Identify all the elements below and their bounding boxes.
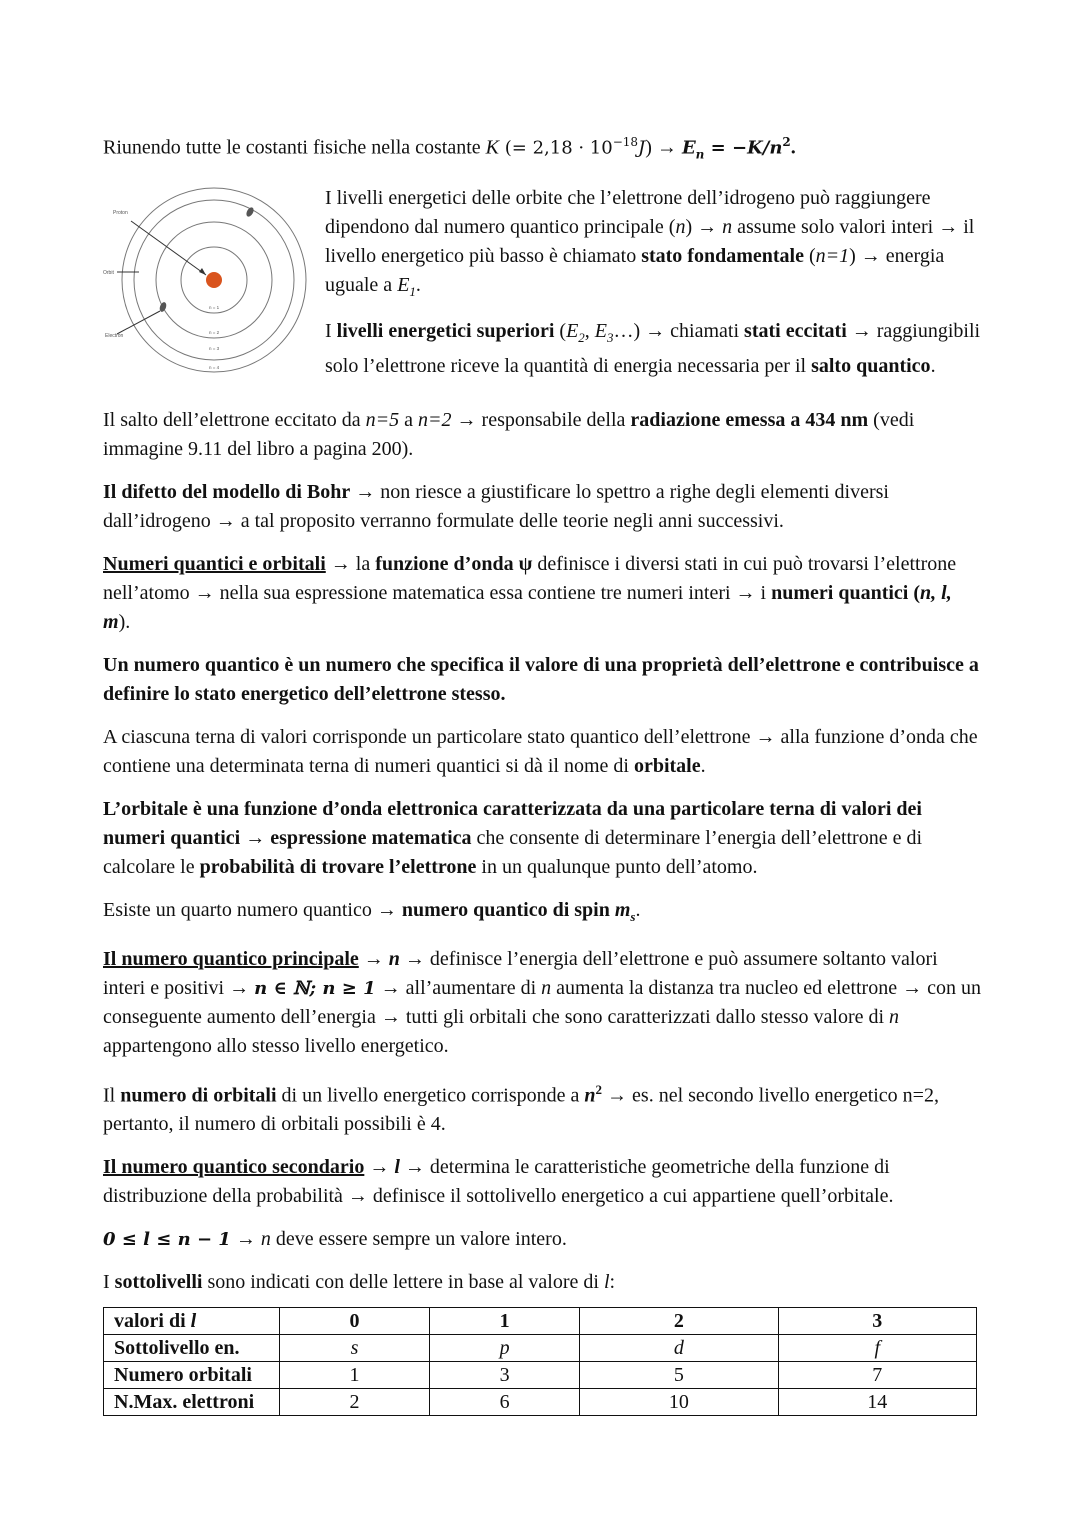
paragraph-quantum-numbers: Numeri quantici e orbitali → la funzione d’onda ψ definisce i diversi stati in cui può trovarsi l’elettrone nell’atomo → nella sua espressione matematica essa contiene tre numeri interi → i numeri quantici (n, l, m). bbox=[103, 552, 957, 633]
table-cell: f bbox=[778, 1335, 976, 1362]
document-page bbox=[103, 128, 983, 1416]
table-cell: 0 bbox=[280, 1308, 430, 1335]
row-header: Sottolivello en. bbox=[104, 1335, 280, 1362]
table-cell: s bbox=[280, 1335, 430, 1362]
paragraph-excited-states: I livelli energetici superiori ($E_2$, $E_3\dots$) → chiamati stati eccitati → raggiungibili solo l’elettrone riceve la quantità di energia necessaria per il salto quantico. bbox=[325, 319, 981, 377]
paragraph-definition-quantum-number: Un numero quantico è un numero che specifica il valore di una proprietà dell’elettrone e contribuisce a definire lo stato energetico dell’elettrone stesso. bbox=[103, 653, 979, 705]
table-cell: 1 bbox=[280, 1362, 430, 1389]
paragraph-434nm: Il salto dell’elettrone eccitato da n=5 a n=2 → responsabile della radiazione emessa a 434 nm (vedi immagine 9.11 del libro a pagina 200). bbox=[103, 408, 915, 460]
table-cell: 5 bbox=[580, 1362, 778, 1389]
row-header: Numero orbitali bbox=[104, 1362, 280, 1389]
svg-text:n = 4: n = 4 bbox=[209, 364, 220, 370]
electron-label: Electron bbox=[105, 332, 124, 339]
svg-text:n = 2: n = 2 bbox=[209, 329, 220, 335]
table-cell: 2 bbox=[280, 1389, 430, 1416]
table-cell: 6 bbox=[430, 1389, 580, 1416]
table-cell: 3 bbox=[430, 1362, 580, 1389]
table-cell: 7 bbox=[778, 1362, 976, 1389]
paragraph-principal-number: Il numero quantico principale → n → definisce l’energia dell’elettrone e può assumere soltanto valori interi e positivi → n ∈ ℕ; n ≥ 1 → all’aumentare di n aumenta la distanza tra nucleo ed elettrone → con un conseguente aumento dell’energia → tutti gli orbitali che sono caratterizzati dallo stesso valore di n appartengono allo stesso livello energetico. bbox=[103, 947, 981, 1057]
table-row bbox=[104, 1362, 977, 1389]
table-cell: 1 bbox=[430, 1308, 580, 1335]
paragraph-sublevels: I sottolivelli sono indicati con delle lettere in base al valore di l: bbox=[103, 1271, 616, 1294]
table-row bbox=[104, 1308, 977, 1335]
paragraph-spin: Esiste un quarto numero quantico → numero quantico di spin $m_s$. bbox=[103, 898, 641, 924]
svg-text:n = 1: n = 1 bbox=[209, 304, 220, 310]
bohr-text bbox=[325, 184, 983, 392]
paragraph-energy-levels: I livelli energetici delle orbite che l’elettrone dell’idrogeno può raggiungere dipendono dal numero quantico principale (n) → n assume solo valori interi → il livello energetico più basso è chiamato stato fondamentale (n=1) → energia uguale a $E_1$. bbox=[325, 186, 975, 299]
table-cell: 3 bbox=[778, 1308, 976, 1335]
row-header: N.Max. elettroni bbox=[104, 1389, 280, 1416]
paragraph-orbital-definition: L’orbitale è una funzione d’onda elettronica caratterizzata da una particolare terna di valori dei numeri quantici → espressione matematica che consente di determinare l’energia dell’elettrone e di calcolare le probabilità di trovare l’elettrone in un qualunque punto dell’atomo. bbox=[103, 797, 923, 878]
paragraph-orbital-count: Il numero di orbitali di un livello energetico corrisponde a $n^2$ → es. nel secondo livello energetico n=2, pertanto, il numero di orbitali possibili è 4. bbox=[103, 1081, 939, 1136]
paragraph-bohr-defect: Il difetto del modello di Bohr → non riesce a giustificare lo spettro a righe degli elementi diversi dall’idrogeno → a tal proposito verranno formulate delle teorie negli anni successivi. bbox=[103, 480, 889, 532]
orbit-label: Orbit bbox=[103, 269, 114, 276]
proton-label: Proton bbox=[113, 209, 128, 216]
nucleus bbox=[206, 272, 222, 288]
table-cell: 10 bbox=[580, 1389, 778, 1416]
table-cell: p bbox=[430, 1335, 580, 1362]
table-row bbox=[104, 1335, 977, 1362]
table-row bbox=[104, 1389, 977, 1416]
row-header: valori di l bbox=[104, 1308, 280, 1335]
bohr-model-figure bbox=[103, 184, 325, 384]
table-cell: d bbox=[580, 1335, 778, 1362]
paragraph-terna: A ciascuna terna di valori corrisponde un particolare stato quantico dell’elettrone → alla funzione d’onda che contiene una determinata terna di numeri quantici si dà il nome di orbitale. bbox=[103, 725, 978, 777]
bohr-section bbox=[103, 184, 983, 392]
paragraph-secondary-number: Il numero quantico secondario → l → determina le caratteristiche geometriche della funzione di distribuzione della probabilità → definisce il sottolivello energetico a cui appartiene quell’orbitale. bbox=[103, 1156, 894, 1208]
constant-k-line: Riunendo tutte le costanti fisiche nella costante K (= $2,18 \cdot 10^{-18}J) \to E_n = -K/n^2$. bbox=[103, 135, 796, 162]
paragraph-l-range: 0 ≤ l ≤ n − 1 → n deve essere sempre un valore intero. bbox=[103, 1228, 567, 1251]
electron-1 bbox=[245, 206, 255, 218]
table-cell: 2 bbox=[580, 1308, 778, 1335]
svg-text:n = 3: n = 3 bbox=[209, 345, 220, 351]
sublevel-table bbox=[103, 1307, 977, 1416]
table-cell: 14 bbox=[778, 1389, 976, 1416]
